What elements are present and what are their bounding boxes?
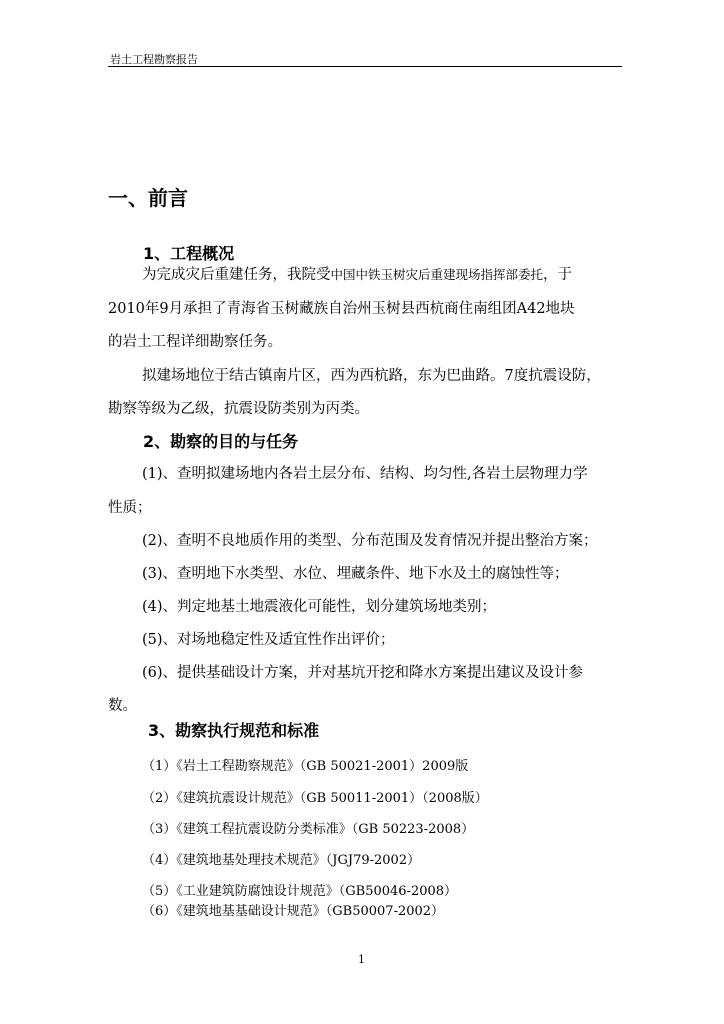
overview-para1-text-c: ，于 [543, 267, 573, 283]
subsection-heading-overview: 1、工程概况 [143, 244, 235, 263]
page-number: 1 [358, 953, 365, 966]
standard-ref-4: （4）《建筑地基处理技术规范》（JGJ79-2002） [142, 853, 421, 868]
purpose-item-1-line1: (1)、查明拟建场地内各岩土层分布、结构、均匀性,各岩土层物理力学 [142, 466, 588, 482]
section-title: 一、前言 [108, 186, 188, 210]
standard-ref-6: （6）《建筑地基基础设计规范》（GB50007-2002） [142, 904, 445, 919]
subsection-heading-standards: 3、勘察执行规范和标准 [148, 721, 320, 740]
purpose-item-6-line2: 数。 [108, 698, 137, 714]
overview-para1-client: 中国中铁玉树灾后重建现场指挥部委托 [330, 267, 544, 282]
overview-para1-text-a: 为完成灾后重建任务，我院受 [142, 267, 331, 283]
subsection-heading-purpose: 2、勘察的目的与任务 [143, 432, 299, 451]
purpose-item-1-line2: 性质； [108, 500, 152, 516]
standard-ref-2: （2）《建筑抗震设计规范》（GB 50011-2001）（2008版） [142, 791, 488, 806]
overview-para1-line2: 2010年9月承担了青海省玉树藏族自治州玉树县西杭商住南组团A42地块 [108, 301, 575, 317]
purpose-item-4: (4)、判定地基土地震液化可能性，划分建筑场地类别； [142, 599, 497, 615]
standard-ref-3: （3）《建筑工程抗震设防分类标准》（GB 50223-2008） [142, 822, 475, 837]
header-divider [108, 66, 622, 67]
standard-ref-5: （5）《工业建筑防腐蚀设计规范》（GB50046-2008） [142, 884, 458, 899]
purpose-item-5: (5)、对场地稳定性及适宜性作出评价； [142, 632, 395, 648]
page-header-title: 岩土工程勘察报告 [110, 53, 198, 66]
standard-ref-1: （1）《岩土工程勘察规范》（GB 50021-2001）2009版 [142, 759, 469, 774]
overview-para1-line1 [142, 263, 572, 284]
overview-para1-line3: 的岩土工程详细勘察任务。 [108, 334, 282, 350]
purpose-item-2: (2)、查明不良地质作用的类型、分布范围及发育情况并提出整治方案； [142, 533, 598, 549]
purpose-item-3: (3)、查明地下水类型、水位、埋藏条件、地下水及土的腐蚀性等； [142, 566, 569, 582]
overview-para2-line2: 勘察等级为乙级，抗震设防类别为丙类。 [108, 401, 369, 417]
overview-para2-line1: 拟建场地位于结古镇南片区，西为西杭路，东为巴曲路。7度抗震设防， [142, 368, 601, 384]
purpose-item-6-line1: (6)、提供基础设计方案，并对基坑开挖和降水方案提出建议及设计参 [142, 665, 584, 681]
